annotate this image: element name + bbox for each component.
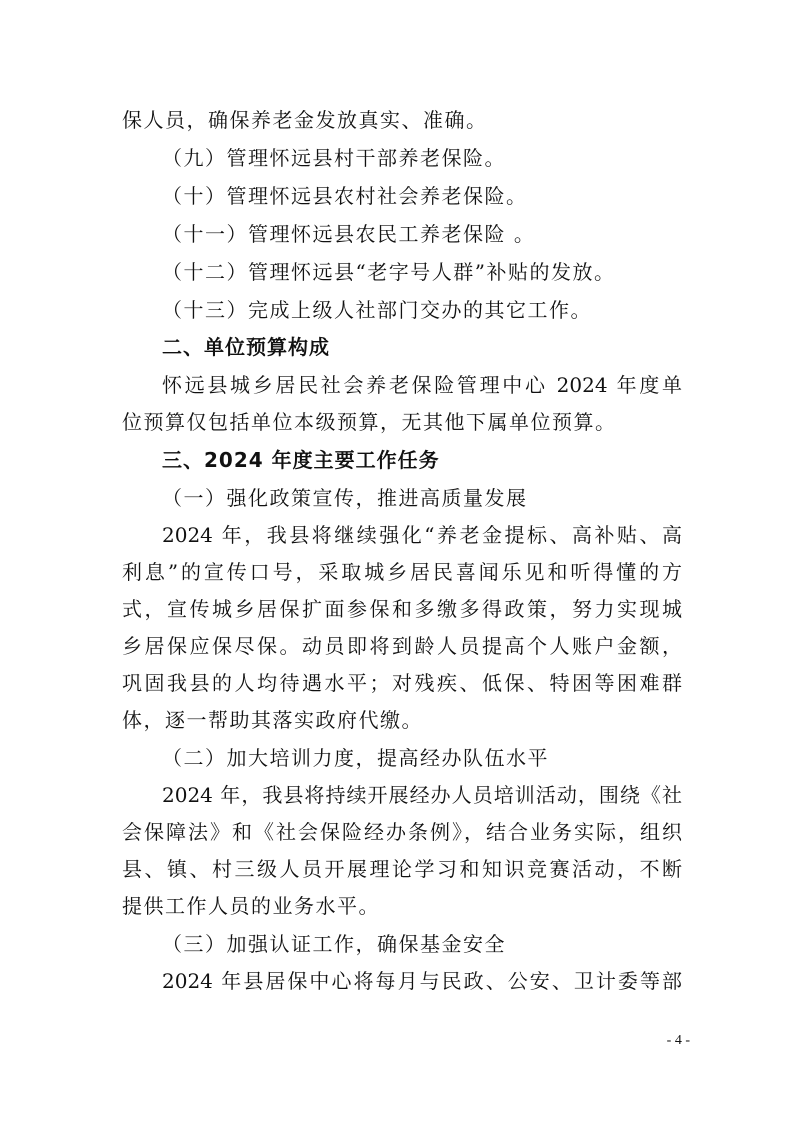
paragraph-line: 利息”的宣传口号，采取城乡居民喜闻乐见和听得懂的方 xyxy=(122,560,682,584)
subsection-heading: （三）加强认证工作，确保基金安全 xyxy=(162,932,506,956)
list-item: （十二）管理怀远县“老字号人群”补贴的发放。 xyxy=(162,260,616,284)
paragraph-line: 式，宣传城乡居保扩面参保和多缴多得政策，努力实现城 xyxy=(122,597,682,621)
list-item: （九）管理怀远县村干部养老保险。 xyxy=(162,146,506,170)
subsection-heading: （二）加大培训力度，提高经办队伍水平 xyxy=(162,746,549,770)
subsection-heading: （一）强化政策宣传，推进高质量发展 xyxy=(162,486,528,510)
list-item: （十）管理怀远县农村社会养老保险。 xyxy=(162,184,528,208)
section-heading: 二、单位预算构成 xyxy=(162,335,330,359)
section-heading: 三、2024 年度主要工作任务 xyxy=(162,448,440,472)
paragraph-line: 位预算仅包括单位本级预算，无其他下属单位预算。 xyxy=(122,410,617,434)
list-item: （十三）完成上级人社部门交办的其它工作。 xyxy=(162,298,592,322)
paragraph-line: 乡居保应保尽保。动员即将到龄人员提高个人账户金额， xyxy=(122,634,682,658)
paragraph-line: 保人员，确保养老金发放真实、准确。 xyxy=(122,108,488,132)
paragraph-line: 县、镇、村三级人员开展理论学习和知识竞赛活动，不断 xyxy=(122,857,682,881)
page-number: - 4 - xyxy=(666,1033,690,1048)
paragraph-line: 2024 年，我县将继续强化“养老金提标、高补贴、高 xyxy=(162,523,682,547)
paragraph-line: 体，逐一帮助其落实政府代缴。 xyxy=(122,708,423,732)
paragraph-line: 会保障法》和《社会保险经办条例》，结合业务实际，组织 xyxy=(122,820,682,844)
list-item: （十一）管理怀远县农民工养老保险 。 xyxy=(162,222,536,246)
paragraph-line: 怀远县城乡居民社会养老保险管理中心 2024 年度单 xyxy=(162,373,682,397)
paragraph-line: 提供工作人员的业务水平。 xyxy=(122,894,380,918)
paragraph-line: 2024 年县居保中心将每月与民政、公安、卫计委等部 xyxy=(162,969,682,993)
paragraph-line: 2024 年，我县将持续开展经办人员培训活动，围绕《社 xyxy=(162,783,682,807)
paragraph-line: 巩固我县的人均待遇水平；对残疾、低保、特困等困难群 xyxy=(122,671,682,695)
